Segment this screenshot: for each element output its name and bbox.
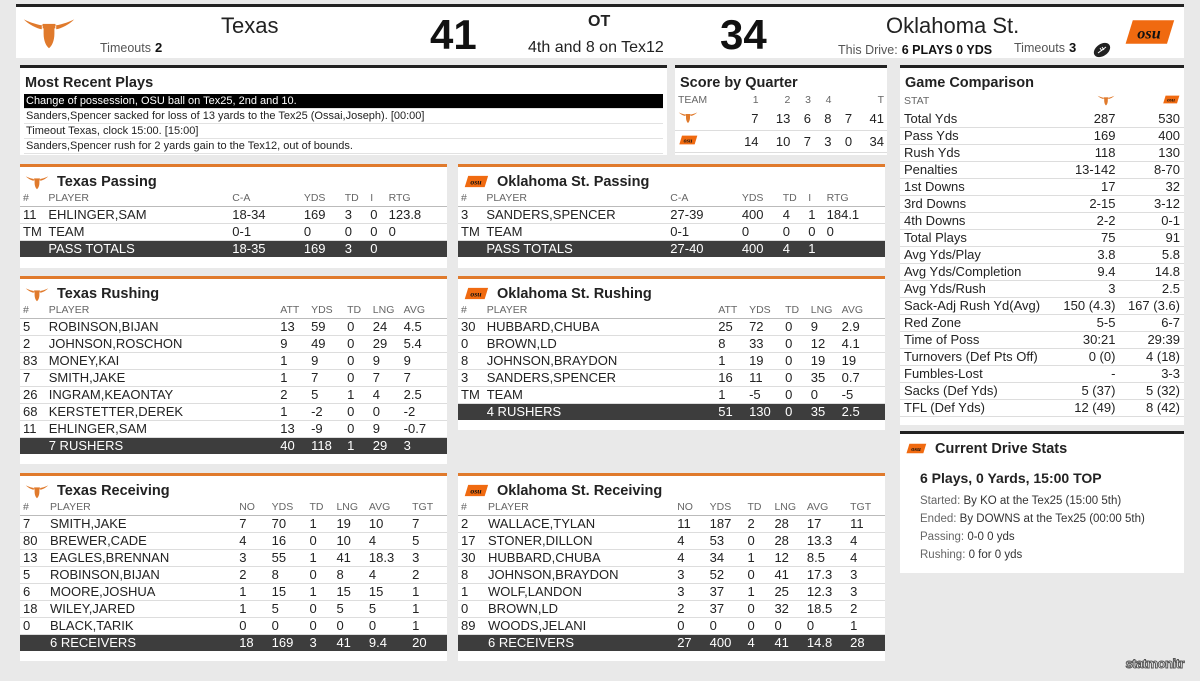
recent-plays-title: Most Recent Plays <box>25 74 154 91</box>
table-row[interactable]: 89 WOODS,JELANI 0 0 0 0 0 1 <box>458 617 885 634</box>
down-distance: 4th and 8 on Tex12 <box>528 39 664 56</box>
play-item[interactable]: Sanders,Spencer sacked for loss of 13 yards to the Tex25 (Ossai,Joseph). [00:00] <box>24 109 663 124</box>
col-header: T <box>877 94 884 106</box>
col-header: C-A <box>229 191 301 206</box>
table-row[interactable]: 18 WILEY,JARED 1 5 0 5 5 1 <box>20 600 447 617</box>
col-header: # <box>458 500 485 515</box>
osu-icon <box>678 134 698 146</box>
table-row[interactable]: 68 KERSTETTER,DEREK 1 -2 0 0 -2 <box>20 403 447 420</box>
col-header: # <box>458 303 484 318</box>
col-header: I <box>367 191 385 206</box>
statmonitr-logo: statmonitr <box>1125 656 1184 671</box>
col-header: YDS <box>269 500 307 515</box>
table-row[interactable]: 7 SMITH,JAKE 7 70 1 19 10 7 <box>20 515 447 532</box>
table-row[interactable]: 26 INGRAM,KEAONTAY 2 5 1 4 2.5 <box>20 386 447 403</box>
col-header: TD <box>344 303 370 318</box>
col-header: PLAYER <box>46 303 278 318</box>
table-row[interactable]: 0 BROWN,LD 2 37 0 32 18.5 2 <box>458 600 885 617</box>
texas-longhorn-icon <box>25 483 49 499</box>
col-header: PLAYER <box>485 500 674 515</box>
comparison-row: Rush Yds 118 130 <box>900 144 1184 161</box>
table-row[interactable]: 7 SMITH,JAKE 1 7 0 7 7 <box>20 369 447 386</box>
game-comparison-title: Game Comparison <box>905 74 1034 91</box>
col-header: # <box>20 191 45 206</box>
table-row[interactable]: 17 STONER,DILLON 4 53 0 28 13.3 4 <box>458 532 885 549</box>
table-row[interactable]: 11 EHLINGER,SAM 13 -9 0 9 -0.7 <box>20 420 447 437</box>
comparison-row: Sack-Adj Rush Yd(Avg) 150 (4.3) 167 (3.6) <box>900 297 1184 314</box>
col-header: TEAM <box>678 94 708 106</box>
totals-row: 6 RECEIVERS 18 169 3 41 9.4 20 <box>20 634 447 651</box>
col-header: C-A <box>667 191 739 206</box>
away-team-name: Oklahoma St. <box>886 13 1020 38</box>
col-header: TD <box>306 500 333 515</box>
col-header <box>835 92 856 108</box>
col-header: PLAYER <box>483 191 667 206</box>
col-header: AVG <box>804 500 847 515</box>
comparison-row: Penalties 13-142 8-70 <box>900 161 1184 178</box>
texas-passing-panel <box>20 164 447 268</box>
table-row[interactable]: TM TEAM 1 -5 0 0 -5 <box>458 386 885 403</box>
col-header: # <box>20 500 47 515</box>
comparison-row: Pass Yds 169 400 <box>900 127 1184 144</box>
table-row[interactable]: 5 ROBINSON,BIJAN 2 8 0 8 4 2 <box>20 566 447 583</box>
table-row[interactable]: 1 WOLF,LANDON 3 37 1 25 12.3 3 <box>458 583 885 600</box>
texas-longhorn-logo <box>22 11 76 53</box>
col-header: YDS <box>746 303 782 318</box>
col-header: 1 <box>752 94 759 106</box>
game-comparison-table <box>900 92 1184 417</box>
table-row[interactable]: 2 WALLACE,TYLAN 11 187 2 28 17 11 <box>458 515 885 532</box>
table-row[interactable]: TM TEAM 0-1 0 0 0 0 <box>458 223 885 240</box>
panel-title: Texas Passing <box>57 173 157 190</box>
play-item[interactable]: Sanders,Spencer rush for 2 yards gain to the Tex12, out of bounds. <box>24 139 663 154</box>
col-header: TGT <box>409 500 447 515</box>
col-header: 4 <box>825 94 832 106</box>
this-drive: This Drive: 6 PLAYS 0 YDS <box>838 43 993 57</box>
col-header: LNG <box>333 500 365 515</box>
comparison-row: Fumbles-Lost - 3-3 <box>900 365 1184 382</box>
col-header: LNG <box>808 303 839 318</box>
table-row[interactable]: 8 JOHNSON,BRAYDON 1 19 0 19 19 <box>458 352 885 369</box>
osu-icon <box>905 442 927 455</box>
osu-rushing-panel <box>458 276 885 430</box>
home-score: 41 <box>430 11 477 58</box>
comparison-row: 1st Downs 17 32 <box>900 178 1184 195</box>
comparison-row: Total Yds 287 530 <box>900 110 1184 127</box>
col-header: YDS <box>739 191 780 206</box>
col-header: YDS <box>308 303 344 318</box>
osu-receiving-table <box>458 500 885 651</box>
osu-passing-table <box>458 191 885 257</box>
score-by-quarter-title: Score by Quarter <box>680 74 798 91</box>
texas-receiving-table <box>20 500 447 651</box>
col-header: RTG <box>824 191 885 206</box>
texas-longhorn-icon <box>678 110 698 124</box>
texas-rushing-panel <box>20 276 447 464</box>
osu-rushing-table <box>458 303 885 420</box>
home-team-name: Texas <box>221 13 279 38</box>
col-header: NO <box>236 500 268 515</box>
recent-plays-panel <box>20 65 667 155</box>
osu-logo <box>1122 11 1176 53</box>
play-item[interactable]: Timeout Texas, clock 15:00. [15:00] <box>24 124 663 139</box>
drive-passing: Passing: 0-0 0 yds <box>920 531 1015 543</box>
osu-icon <box>463 174 489 189</box>
texas-receiving-panel <box>20 473 447 661</box>
comparison-row: TFL (Def Yds) 12 (49) 8 (42) <box>900 399 1184 416</box>
comparison-row: Time of Poss 30:21 29:39 <box>900 331 1184 348</box>
col-header: AVG <box>401 303 447 318</box>
drive-ended: Ended: By DOWNS at the Tex25 (00:00 5th) <box>920 513 1145 525</box>
table-row[interactable]: 3 SANDERS,SPENCER 27-39 400 4 1 184.1 <box>458 206 885 223</box>
totals-row: 6 RECEIVERS 27 400 4 41 14.8 28 <box>458 634 885 651</box>
current-drive-title: Current Drive Stats <box>900 434 1184 458</box>
osu-icon <box>463 483 489 498</box>
comparison-row: Sacks (Def Yds) 5 (37) 5 (32) <box>900 382 1184 399</box>
drive-summary: 6 Plays, 0 Yards, 15:00 TOP <box>920 470 1102 486</box>
osu-receiving-panel <box>458 473 885 661</box>
comparison-row: Red Zone 5-5 6-7 <box>900 314 1184 331</box>
col-header: PLAYER <box>47 500 236 515</box>
col-header: AVG <box>839 303 885 318</box>
table-row[interactable]: 0 BROWN,LD 8 33 0 12 4.1 <box>458 335 885 352</box>
comparison-row: Avg Yds/Completion 9.4 14.8 <box>900 263 1184 280</box>
table-row[interactable]: 13 EAGLES,BRENNAN 3 55 1 41 18.3 3 <box>20 549 447 566</box>
totals-row: 4 RUSHERS 51 130 0 35 2.5 <box>458 403 885 420</box>
totals-row: PASS TOTALS 18-35 169 3 0 <box>20 240 447 257</box>
col-header: PLAYER <box>45 191 229 206</box>
col-header: LNG <box>370 303 401 318</box>
texas-longhorn-icon <box>25 174 49 190</box>
col-header: TD <box>744 500 771 515</box>
table-row[interactable]: 83 MONEY,KAI 1 9 0 9 9 <box>20 352 447 369</box>
col-header: NO <box>674 500 706 515</box>
col-header: LNG <box>771 500 803 515</box>
comparison-row: 3rd Downs 2-15 3-12 <box>900 195 1184 212</box>
table-row[interactable]: 30 HUBBARD,CHUBA 25 72 0 9 2.9 <box>458 318 885 335</box>
away-timeouts: Timeouts 3 <box>1014 40 1077 55</box>
col-header: ATT <box>277 303 308 318</box>
table-row[interactable]: 11 EHLINGER,SAM 18-34 169 3 0 123.8 <box>20 206 447 223</box>
drive-started: Started: By KO at the Tex25 (15:00 5th) <box>920 495 1122 507</box>
texas-longhorn-icon <box>1097 94 1115 106</box>
table-row[interactable]: 30 HUBBARD,CHUBA 4 34 1 12 8.5 4 <box>458 549 885 566</box>
col-header: RTG <box>386 191 447 206</box>
current-drive-panel <box>900 431 1184 573</box>
panel-title: Texas Rushing <box>57 285 160 302</box>
col-header: AVG <box>366 500 409 515</box>
game-period: OT <box>588 13 611 30</box>
panel-title: Oklahoma St. Passing <box>497 173 650 190</box>
texas-longhorn-icon <box>25 286 49 302</box>
col-header: 3 <box>805 94 811 106</box>
comparison-row: Total Plays 75 91 <box>900 229 1184 246</box>
score-by-quarter-table <box>675 92 887 153</box>
col-header: ATT <box>715 303 746 318</box>
panel-title: Oklahoma St. Rushing <box>497 285 652 302</box>
col-header: YDS <box>301 191 342 206</box>
table-row[interactable]: 2 JOHNSON,ROSCHON 9 49 0 29 5.4 <box>20 335 447 352</box>
table-row: 14 10 7 3 0 34 <box>675 130 887 152</box>
col-header: I <box>805 191 823 206</box>
col-header: YDS <box>707 500 745 515</box>
panel-title: Texas Receiving <box>57 482 170 499</box>
table-row: 7 13 6 8 7 41 <box>675 108 887 130</box>
home-timeouts: Timeouts 2 <box>100 40 163 55</box>
col-header: TGT <box>847 500 885 515</box>
comparison-row: 4th Downs 2-2 0-1 <box>900 212 1184 229</box>
comparison-row: Turnovers (Def Pts Off) 0 (0) 4 (18) <box>900 348 1184 365</box>
play-item[interactable]: Change of possession, OSU ball on Tex25, 2nd and 10. <box>24 94 663 109</box>
table-row[interactable]: 0 BLACK,TARIK 0 0 0 0 0 1 <box>20 617 447 634</box>
col-header: STAT <box>904 95 930 107</box>
panel-title: Oklahoma St. Receiving <box>497 482 663 499</box>
score-by-quarter-panel <box>675 65 887 155</box>
table-row[interactable]: 3 SANDERS,SPENCER 16 11 0 35 0.7 <box>458 369 885 386</box>
osu-icon <box>1162 94 1180 105</box>
col-header: TD <box>782 303 808 318</box>
table-row[interactable]: 8 JOHNSON,BRAYDON 3 52 0 41 17.3 3 <box>458 566 885 583</box>
table-row[interactable]: TM TEAM 0-1 0 0 0 0 <box>20 223 447 240</box>
game-comparison-panel <box>900 65 1184 425</box>
comparison-row: Avg Yds/Rush 3 2.5 <box>900 280 1184 297</box>
osu-icon <box>463 286 489 301</box>
col-header: # <box>20 303 46 318</box>
col-header: TD <box>342 191 368 206</box>
scoreboard-header <box>16 4 1184 58</box>
away-score: 34 <box>720 11 767 58</box>
osu-passing-panel <box>458 164 885 268</box>
table-row[interactable]: 80 BREWER,CADE 4 16 0 10 4 5 <box>20 532 447 549</box>
totals-row: PASS TOTALS 27-40 400 4 1 <box>458 240 885 257</box>
drive-rushing: Rushing: 0 for 0 yds <box>920 549 1023 561</box>
col-header: 2 <box>784 94 791 106</box>
col-header: PLAYER <box>484 303 716 318</box>
col-header: TD <box>780 191 806 206</box>
texas-passing-table <box>20 191 447 257</box>
table-row[interactable]: 5 ROBINSON,BIJAN 13 59 0 24 4.5 <box>20 318 447 335</box>
col-header: # <box>458 191 483 206</box>
texas-rushing-table <box>20 303 447 454</box>
totals-row: 7 RUSHERS 40 118 1 29 3 <box>20 437 447 454</box>
table-row[interactable]: 6 MOORE,JOSHUA 1 15 1 15 15 1 <box>20 583 447 600</box>
football-possession-icon <box>1092 41 1112 59</box>
comparison-row: Avg Yds/Play 3.8 5.8 <box>900 246 1184 263</box>
